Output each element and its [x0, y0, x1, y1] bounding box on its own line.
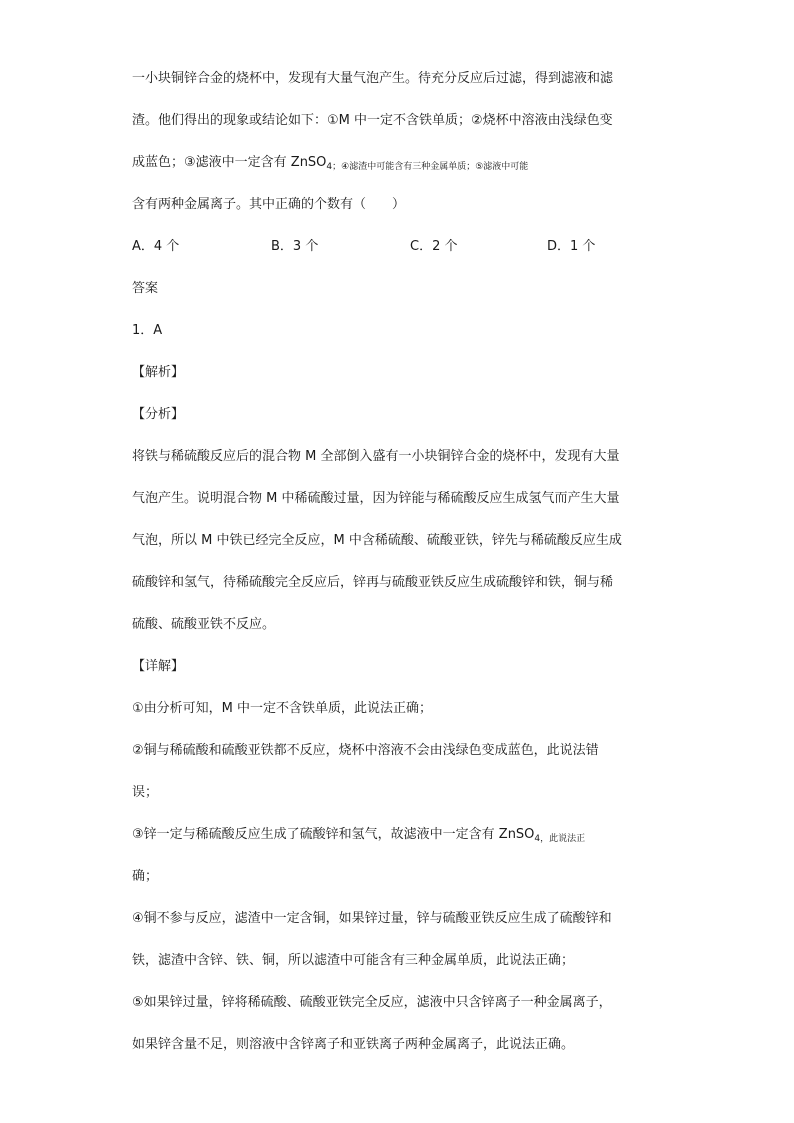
- option-a: A．4 个: [132, 239, 180, 254]
- analysis-line: 硫酸锌和氢气，待稀硫酸完全反应后，锌再与硫酸亚铁反应生成硫酸锌和铁，铜与稀: [132, 575, 614, 590]
- analysis-line: 硫酸、硫酸亚铁不反应。: [132, 617, 276, 632]
- detail-line: ②铜与稀硫酸和硫酸亚铁都不反应，烧杯中溶液不会由浅绿色变成蓝色，此说法错: [132, 743, 599, 758]
- answer-options: [132, 237, 692, 257]
- detail-line: ④铜不参与反应，滤渣中一定含铜，如果锌过量，锌与硫酸亚铁反应生成了硫酸锌和: [132, 911, 612, 926]
- detail-line: ①由分析可知，M 中一定不含铁单质，此说法正确；: [132, 701, 433, 716]
- option-c: C．2 个: [410, 239, 458, 254]
- analysis-line: 将铁与稀硫酸反应后的混合物 M 全部倒入盛有一小块铜锌合金的烧杯中，发现有大量: [132, 449, 620, 464]
- analysis-line: 气泡产生。说明混合物 M 中稀硫酸过量，因为锌能与稀硫酸反应生成氢气而产生大量: [132, 491, 620, 506]
- question-line: 成蓝色；③滤液中一定含有 ZnSO$_{4;④滤渣中可能含有三种金属单质;⑤滤液中可能}$: [132, 155, 529, 172]
- answer-value: 1．A: [132, 323, 163, 338]
- question-line: 一小块铜锌合金的烧杯中，发现有大量气泡产生。待充分反应后过滤，得到滤液和滤: [132, 71, 614, 86]
- detail-line: 铁，滤渣中含锌、铁、铜，所以滤渣中可能含有三种金属单质，此说法正确；: [132, 953, 575, 968]
- detail-line: 如果锌含量不足，则溶液中含锌离子和亚铁离子两种金属离子，此说法正确。: [132, 1037, 575, 1052]
- analysis-line: 气泡，所以 M 中铁已经完全反应，M 中含稀硫酸、硫酸亚铁，锌先与稀硫酸反应生成: [132, 533, 622, 548]
- detail-line: 误；: [132, 785, 159, 800]
- option-b: B．3 个: [271, 239, 319, 254]
- detail-line: ③锌一定与稀硫酸反应生成了硫酸锌和氢气，故滤液中一定含有 ZnSO$_{4,此说法正}$: [132, 827, 586, 844]
- question-line: 渣。他们得出的现象或结论如下：①M 中一定不含铁单质；②烧杯中溶液由浅绿色变: [132, 113, 613, 128]
- question-line: 含有两种金属离子。其中正确的个数有（ ）: [132, 197, 406, 212]
- xiangjie-label: 【详解】: [132, 659, 185, 674]
- fenxi-label: 【分析】: [132, 407, 185, 422]
- option-d: D．1 个: [547, 239, 596, 254]
- detail-line: 确；: [132, 869, 159, 884]
- detail-line: ⑤如果锌过量，锌将稀硫酸、硫酸亚铁完全反应，滤液中只含锌离子一种金属离子，: [132, 995, 612, 1010]
- jiexi-label: 【解析】: [132, 365, 185, 380]
- answer-heading: 答案: [132, 281, 159, 296]
